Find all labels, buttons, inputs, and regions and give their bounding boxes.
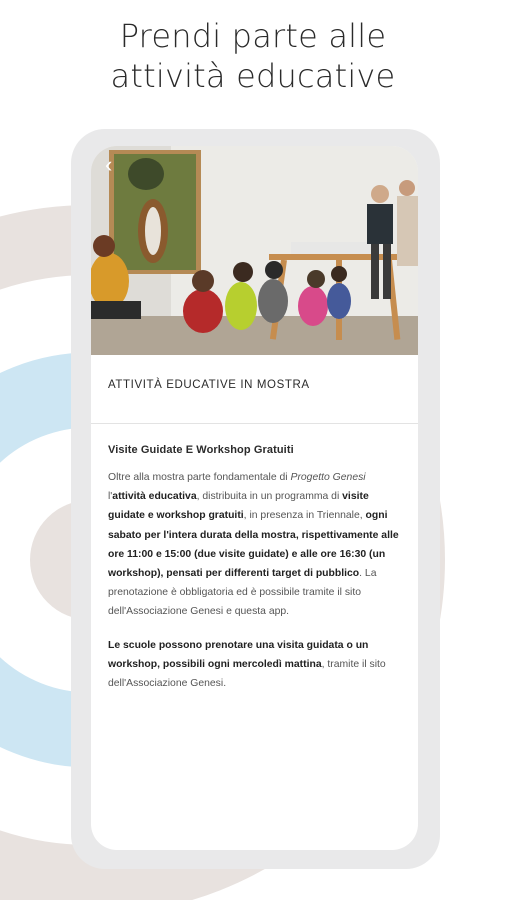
text-run: , distribuita in un programma di xyxy=(196,491,343,503)
divider xyxy=(91,423,418,424)
highlight-text: ogni sabato per l'intera durata della mostra, rispettivamente alle ore 11:00 e 15:00 (due visite guidate) e alle ore 16:30 (un workshop), pensati per differenti target di pubblico xyxy=(108,510,399,580)
hero-image xyxy=(91,146,418,355)
highlight-text: visite guidate e workshop gratuiti xyxy=(108,491,369,522)
highlight-text: attività educativa xyxy=(112,491,197,503)
article-paragraph-1 xyxy=(108,468,404,622)
chevron-left-icon: ‹ xyxy=(105,152,113,177)
text-run: Oltre alla mostra parte fondamentale di xyxy=(108,472,291,483)
section-title: ATTIVITÀ EDUCATIVE IN MOSTRA xyxy=(108,379,310,391)
text-run: . La prenotazione è obbligatoria ed è possibile tramite il sito dell'Associazione Genesi e questa app. xyxy=(108,568,377,618)
project-name: Progetto Genesi xyxy=(290,472,366,483)
headline-line-1: Prendi parte alle xyxy=(119,17,387,55)
text-run: l' xyxy=(108,491,113,503)
text-run: , in presenza in Triennale, xyxy=(243,510,366,522)
headline xyxy=(0,16,506,96)
article-subtitle: Visite Guidate E Workshop Gratuiti xyxy=(108,444,294,456)
article-paragraph-2 xyxy=(108,636,404,694)
highlight-text: Le scuole possono prenotare una visita guidata o un workshop, possibili ogni mercoledì mattina xyxy=(108,639,369,670)
headline-line-2: attività educative xyxy=(110,57,396,95)
article-body xyxy=(108,444,404,707)
back-button[interactable] xyxy=(105,154,129,178)
phone-screen xyxy=(91,146,418,850)
text-run: , tramite il sito dell'Associazione Genesi. xyxy=(108,658,386,690)
